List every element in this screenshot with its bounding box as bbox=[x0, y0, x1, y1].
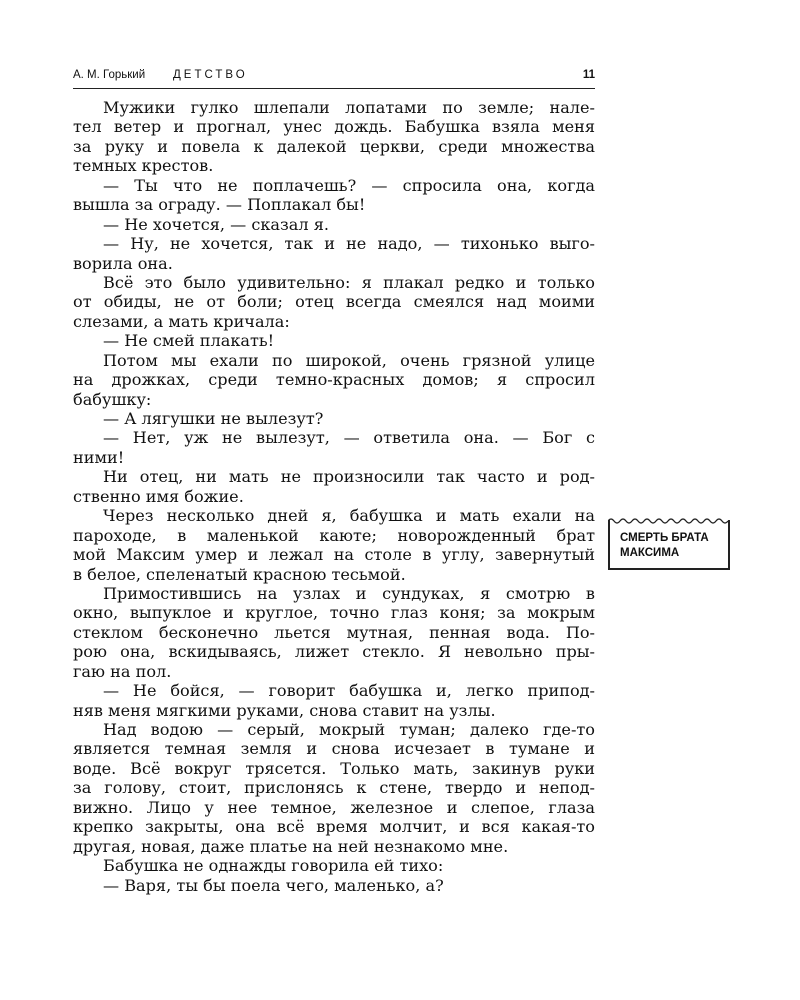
text-line: Всё это было удивительно: я плакал редко и только bbox=[103, 272, 595, 292]
text-line: бабушку: bbox=[73, 389, 152, 409]
text-line: рою она, вскидываясь, лижет стекло. Я невольно пры- bbox=[73, 642, 595, 662]
text-line: окно, выпуклое и круглое, точно глаз коня; за мокрым bbox=[73, 603, 595, 623]
text-line: няв меня мягкими руками, снова ставит на узлы. bbox=[73, 700, 496, 720]
text-line: за руку и повела к далекой церкви, среди множества bbox=[73, 136, 595, 156]
text-line: вышла за ограду. — Поплакал бы! bbox=[73, 195, 366, 215]
text-line: — Ну, не хочется, так и не надо, — тихонько выго- bbox=[103, 234, 595, 254]
text-line: — Варя, ты бы поела чего, маленько, а? bbox=[103, 875, 444, 895]
running-header bbox=[73, 66, 595, 89]
text-line: — Не хочется, — сказал я. bbox=[103, 214, 329, 234]
text-line: мой Максим умер и лежал на столе в углу, завернутый bbox=[73, 545, 595, 565]
text-line: Примостившись на узлах и сундуках, я смотрю в bbox=[103, 583, 595, 603]
text-line: — А лягушки не вылезут? bbox=[103, 409, 324, 428]
text-line: стеклом бесконечно льется мутная, пенная вода. По- bbox=[73, 622, 595, 642]
text-line: темных крестов. bbox=[73, 156, 214, 176]
text-line: крепко закрыты, она всё время молчит, и вся какая-то bbox=[73, 817, 595, 837]
page-number: 11 bbox=[582, 69, 595, 81]
text-line: за голову, стоит, прислонясь к стене, твердо и непод- bbox=[73, 778, 595, 798]
text-line: другая, новая, даже платье на ней незнакомо мне. bbox=[73, 836, 509, 856]
text-line: — Ты что не поплачешь? — спросила она, когда bbox=[103, 175, 595, 195]
text-line: Мужики гулко шлепали лопатами по земле; нале- bbox=[103, 98, 595, 117]
text-line: тел ветер и прогнал, унес дождь. Бабушка взяла меня bbox=[73, 117, 595, 137]
text-line: пароходе, в маленькой каюте; новорожденный брат bbox=[73, 525, 595, 545]
header-book-title: ДЕТСТВО bbox=[173, 69, 248, 81]
margin-note-line: МАКСИМА bbox=[620, 547, 680, 559]
text-line: вижно. Лицо у нее темное, железное и слепое, глаза bbox=[73, 797, 595, 817]
text-line: Ни отец, ни мать не произносили так часто и род- bbox=[103, 467, 595, 487]
margin-note-line: СМЕРТЬ БРАТА bbox=[620, 532, 709, 544]
text-line: Бабушка не однажды говорила ей тихо: bbox=[103, 856, 444, 876]
margin-note-text bbox=[620, 531, 709, 561]
text-line: ними! bbox=[73, 447, 125, 467]
text-line: Потом мы ехали по широкой, очень грязной улице bbox=[103, 350, 595, 370]
text-line: в белое, спеленатый красною тесьмой. bbox=[73, 564, 406, 584]
text-line: — Не смей плакать! bbox=[103, 331, 275, 351]
header-author: А. М. Горький bbox=[73, 69, 146, 81]
text-line: ственно имя божие. bbox=[73, 486, 244, 506]
text-line: — Не бойся, — говорит бабушка и, легко припод- bbox=[103, 681, 595, 701]
text-line: — Нет, уж не вылезут, — ответила она. — Бог с bbox=[103, 428, 595, 448]
main-text bbox=[73, 98, 595, 895]
text-line: от обиды, не от боли; отец всегда смеялся над моими bbox=[73, 292, 595, 312]
wavy-border-decoration bbox=[608, 516, 730, 526]
margin-note-box bbox=[608, 520, 730, 570]
text-line: Через несколько дней я, бабушка и мать ехали на bbox=[103, 506, 595, 526]
text-line: Над водою — серый, мокрый туман; далеко где-то bbox=[103, 720, 595, 739]
text-line: слезами, а мать кричала: bbox=[73, 311, 290, 331]
text-line: на дрожках, среди темно-красных домов; я спросил bbox=[73, 370, 595, 390]
text-line: гаю на пол. bbox=[73, 661, 172, 681]
text-line: воде. Всё вокруг трясется. Только мать, закинув руки bbox=[73, 758, 595, 778]
text-line: является темная земля и снова исчезает в тумане и bbox=[73, 739, 595, 759]
text-line: ворила она. bbox=[73, 253, 173, 273]
